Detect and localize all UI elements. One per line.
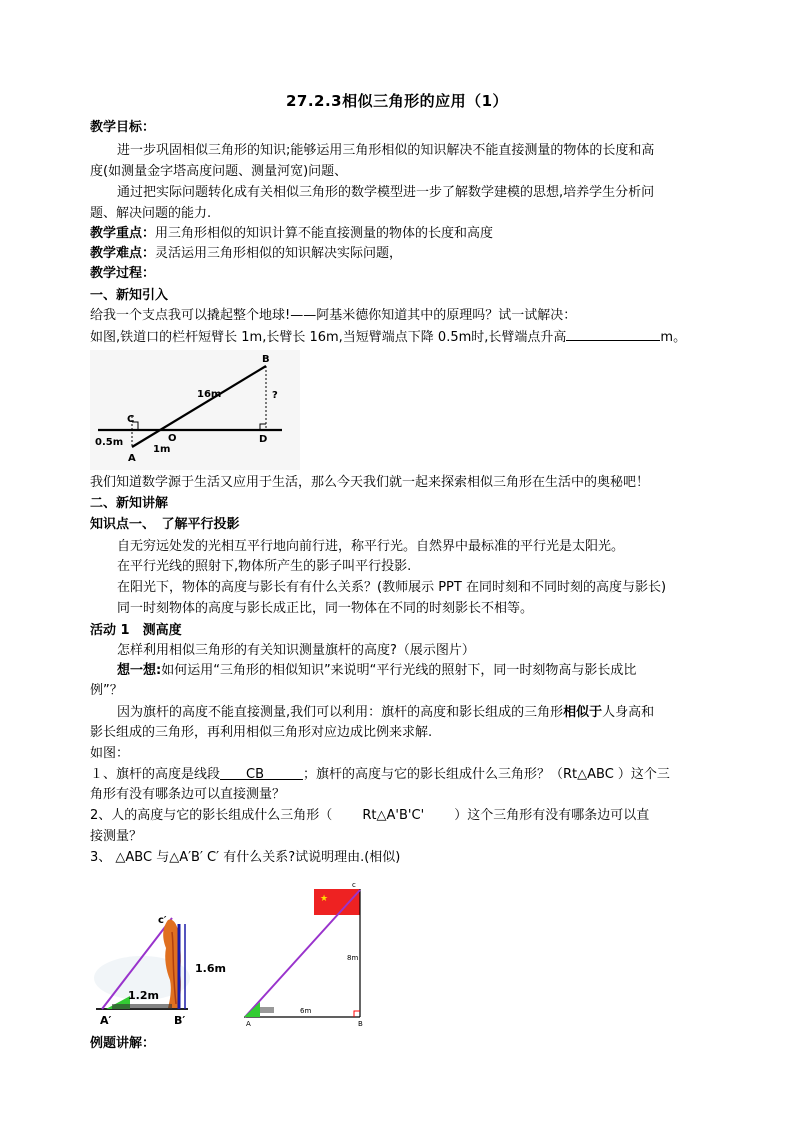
right-angle-b bbox=[354, 1011, 360, 1017]
label-c-prime: c′ bbox=[158, 915, 167, 926]
knowledge1-line-2: 在平行光线的照射下,物体所产生的影子叫平行投影. bbox=[117, 559, 412, 574]
activity1-heading: 活动 1 测高度 bbox=[90, 623, 182, 638]
label-b: B bbox=[262, 354, 270, 365]
label-c: C bbox=[127, 414, 135, 425]
knowledge1-title: 了解平行投影 bbox=[161, 517, 240, 532]
label-o: O bbox=[168, 433, 177, 444]
figure-barrier-lever bbox=[90, 350, 300, 470]
think-text: 如何运用“三角形的相似知识”来说明“平行光线的照射下，同一时刻物高与影长成比 bbox=[161, 663, 637, 678]
label-question: ? bbox=[272, 390, 278, 401]
process-heading: 教学过程： bbox=[90, 266, 156, 281]
figure-flagpole-shadow bbox=[240, 880, 375, 1028]
label-b: B bbox=[358, 1020, 363, 1028]
goals-heading: 教学目标： bbox=[90, 120, 156, 135]
question-1-answer: CB bbox=[220, 767, 304, 782]
activity1-line-1: 怎样利用相似三角形的有关知识测量旗杆的高度?（展示图片） bbox=[117, 643, 475, 658]
page-title: 27.2.3相似三角形的应用（1） bbox=[285, 92, 509, 110]
knowledge1-label: 知识点一、 bbox=[90, 517, 149, 532]
question-2: 2、人的高度与它的影长组成什么三角形（ Rt△A'B'C' ）这个三角形有没有哪条边可以直 bbox=[90, 808, 650, 823]
label-a: A bbox=[128, 453, 136, 464]
difficulty bbox=[90, 244, 402, 264]
explain-line-2: 影长组成的三角形，再利用相似三角形对应边成比例来求解. bbox=[90, 725, 433, 740]
difficulty-label: 教学难点： bbox=[90, 246, 156, 261]
goals-line-4: 题、解决问题的能力. bbox=[90, 206, 212, 221]
question-1-line-2: 角形有没有哪条边可以直接测量？ bbox=[90, 787, 286, 802]
label-height: 8m bbox=[347, 954, 359, 962]
goals-line-2: 度(如测量金字塔高度问题、测量河宽)问题、 bbox=[90, 164, 348, 179]
think-line bbox=[117, 661, 636, 681]
goals-line-3: 通过把实际问题转化成有关相似三角形的数学模型进一步了解数学建模的思想,培养学生分析问 bbox=[117, 185, 655, 200]
sun-ray-line bbox=[245, 890, 360, 1017]
question-1-text-a: １、旗杆的高度是线段 bbox=[90, 767, 221, 782]
explain-text-emphasis: 相似于 bbox=[563, 705, 603, 720]
key-point-text: 用三角形相似的知识计算不能直接测量的物体的长度和高度 bbox=[155, 226, 494, 241]
label-a-prime: A′ bbox=[100, 1014, 112, 1027]
question-2-line-2: 接测量？ bbox=[90, 829, 143, 844]
explain-line-1 bbox=[117, 703, 654, 723]
key-point-label: 教学重点： bbox=[90, 226, 156, 241]
answer-blank bbox=[566, 328, 660, 341]
example-heading: 例题讲解： bbox=[90, 1036, 156, 1051]
section1-line-2 bbox=[90, 328, 686, 348]
label-b-prime: B′ bbox=[174, 1014, 186, 1027]
knowledge1-line-1: 自无穷远处发的光相互平行地向前行进，称平行光。自然界中最标准的平行光是太阳光。 bbox=[117, 539, 625, 554]
label-shadow: 1.2m bbox=[128, 989, 159, 1002]
knowledge1-line-3: 在阳光下，物体的高度与影长有有什么关系？(教师展示 PPT 在同时刻和不同时刻的高度与影长) bbox=[117, 580, 667, 595]
label-a: A bbox=[246, 1020, 251, 1028]
knowledge1-heading bbox=[90, 515, 240, 535]
explain-text-c: 人身高和 bbox=[602, 705, 655, 720]
goals-line-1: 进一步巩固相似三角形的知识;能够运用三角形相似的知识解决不能直接测量的物体的长度和高 bbox=[117, 143, 655, 158]
section2-heading: 二、新知讲解 bbox=[90, 496, 169, 511]
shadow-strip bbox=[112, 1004, 172, 1009]
think-label: 想一想: bbox=[117, 663, 162, 678]
label-d: D bbox=[259, 434, 268, 445]
as-figure: 如图： bbox=[90, 746, 130, 761]
section1-unit: m。 bbox=[660, 330, 687, 345]
question-1 bbox=[90, 765, 670, 785]
label-long-arm: 16m bbox=[197, 389, 222, 400]
shadow-angle-gray bbox=[260, 1007, 274, 1013]
figure-person-shadow bbox=[92, 908, 242, 1028]
bridge-text: 我们知道数学源于生活又应用于生活，那么今天我们就一起来探索相似三角形在生活中的奥秘吧！ bbox=[90, 475, 650, 490]
think-line-2: 例”？ bbox=[90, 683, 123, 698]
section1-heading: 一、新知引入 bbox=[90, 288, 169, 303]
key-point bbox=[90, 224, 493, 244]
label-short-arm: 1m bbox=[153, 444, 171, 455]
knowledge1-line-4: 同一时刻物体的高度与影长成正比，同一物体在不同的时刻影长不相等。 bbox=[117, 601, 534, 616]
question-3: 3、 △ABC 与△A′B′ C′ 有什么关系?试说明理由.(相似) bbox=[90, 850, 401, 865]
label-drop: 0.5m bbox=[95, 437, 124, 448]
explain-text-a: 因为旗杆的高度不能直接测量,我们可以利用：旗杆的高度和影长组成的三角形 bbox=[117, 705, 564, 720]
label-shadow: 6m bbox=[300, 1007, 312, 1015]
question-1-text-b: ；旗杆的高度与它的影长组成什么三角形？（Rt△ABC ）这个三 bbox=[303, 767, 670, 782]
label-c: c bbox=[352, 881, 356, 889]
section1-line-1: 给我一个支点我可以撬起整个地球!——阿基米德你知道其中的原理吗？试一试解决： bbox=[90, 308, 577, 323]
section1-question-text: 如图,铁道口的栏杆短臂长 1m,长臂长 16m,当短臂端点下降 0.5m时,长臂端点升高 bbox=[90, 330, 567, 345]
flag-star: ★ bbox=[320, 894, 329, 904]
label-height: 1.6m bbox=[195, 962, 226, 975]
difficulty-text: 灵活运用三角形相似的知识解决实际问题， bbox=[155, 246, 403, 261]
